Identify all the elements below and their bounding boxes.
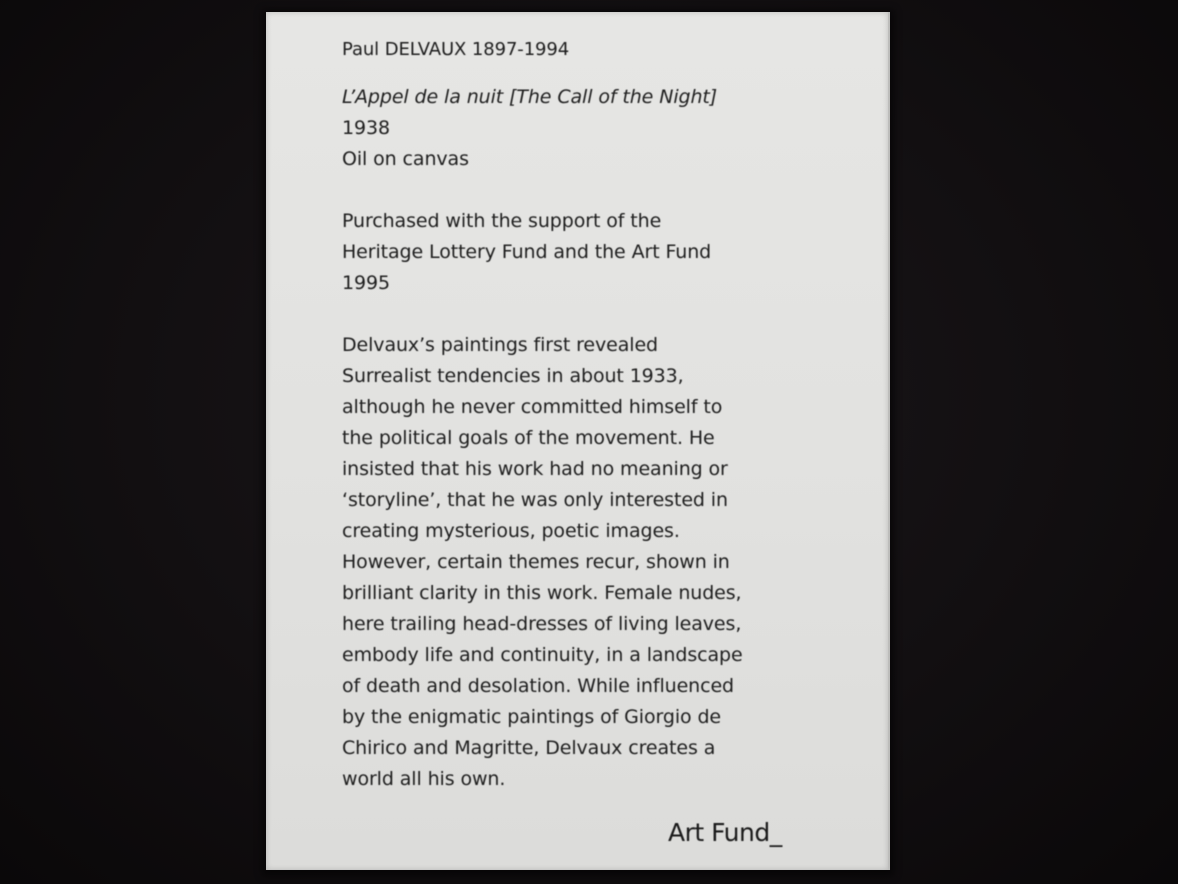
artwork-medium: Oil on canvas: [342, 148, 469, 170]
credit-line: Heritage Lottery Fund and the Art Fund: [342, 241, 712, 263]
label-text: [342, 36, 862, 795]
artwork-year: 1938: [342, 117, 390, 139]
credit-line: Purchased with the support of the: [342, 210, 662, 232]
description-line: of death and desolation. While influenced: [342, 675, 735, 697]
art-fund-logo: Art Fund_: [668, 818, 782, 847]
museum-label-card: [266, 12, 890, 870]
description-line: although he never committed himself to: [342, 396, 723, 418]
description-line: the political goals of the movement. He: [342, 427, 715, 449]
description-line: by the enigmatic paintings of Giorgio de: [342, 706, 722, 728]
description-line: insisted that his work had no meaning or: [342, 458, 728, 480]
artwork-title: L’Appel de la nuit [The Call of the Night]: [342, 86, 718, 108]
description-line: ‘storyline’, that he was only interested in: [342, 489, 728, 511]
description-line: creating mysterious, poetic images.: [342, 520, 680, 542]
description-line: Surrealist tendencies in about 1933,: [342, 365, 684, 387]
description-line: here trailing head-dresses of living leaves,: [342, 613, 742, 635]
credit-year: 1995: [342, 272, 390, 294]
description-line: world all his own.: [342, 768, 506, 790]
description-line: embody life and continuity, in a landscape: [342, 644, 743, 666]
artist-name: Paul DELVAUX 1897-1994: [342, 39, 570, 60]
description-line: Delvaux’s paintings first revealed: [342, 334, 659, 356]
description-line: However, certain themes recur, shown in: [342, 551, 730, 573]
description-line: Chirico and Magritte, Delvaux creates a: [342, 737, 716, 759]
description-line: brilliant clarity in this work. Female nudes,: [342, 582, 742, 604]
